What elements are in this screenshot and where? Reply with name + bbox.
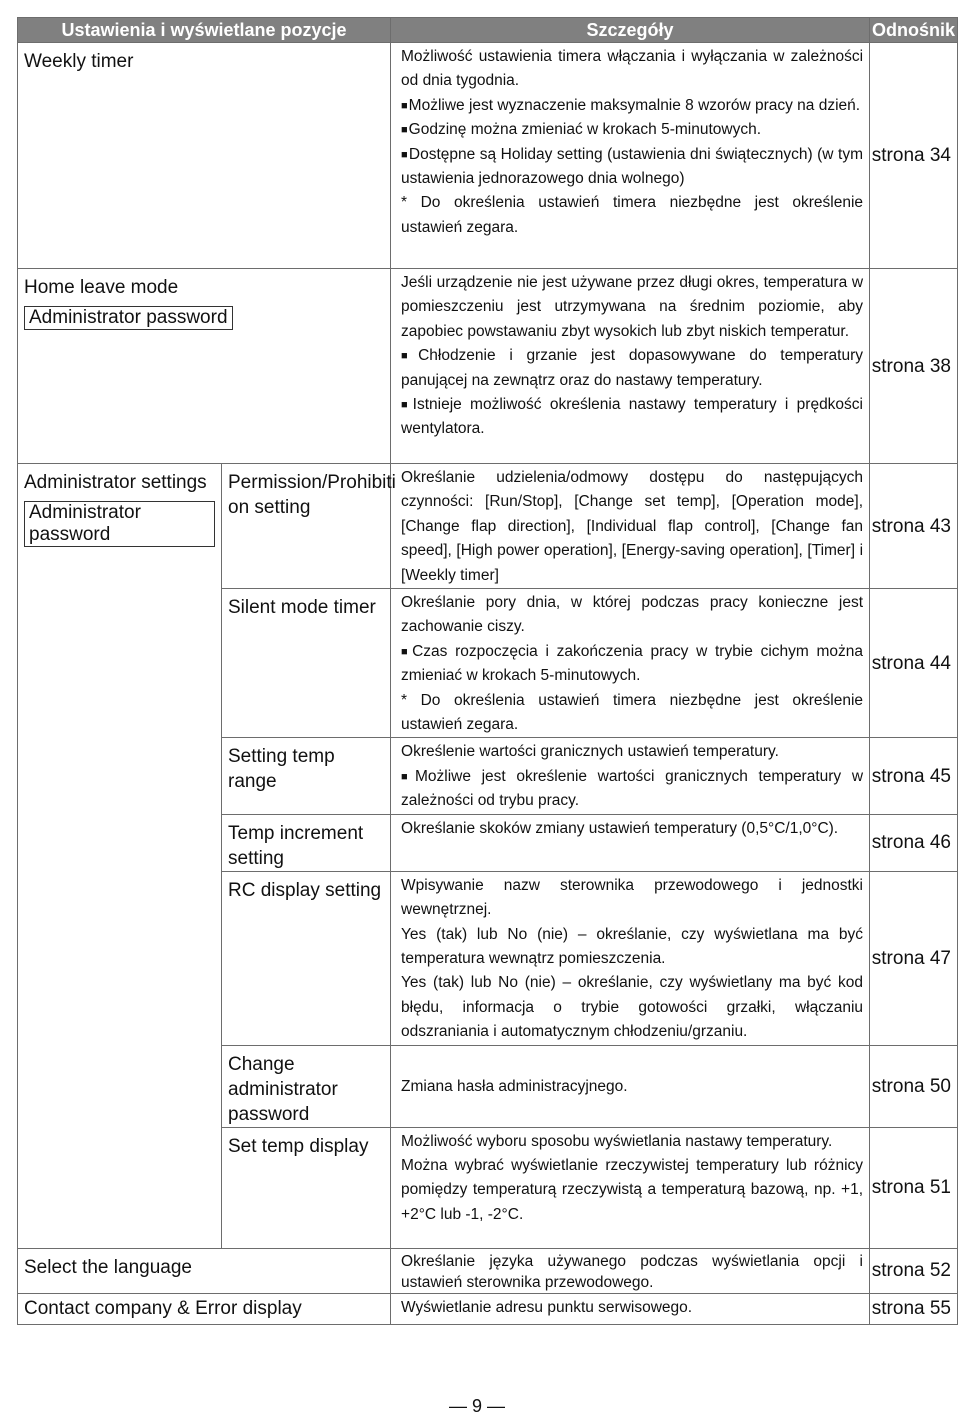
settings-table bbox=[17, 17, 958, 1325]
table-row bbox=[18, 269, 958, 464]
sub-setting-name: Permission/Prohibiti on setting bbox=[222, 464, 391, 589]
table-row bbox=[18, 464, 958, 589]
sub-setting-name: Change administrator password bbox=[222, 1045, 391, 1127]
row-title: Select the language bbox=[18, 1248, 391, 1293]
admin-settings-title: Administrator settings Administrator password bbox=[18, 464, 222, 1249]
row-ref: strona 38 bbox=[870, 269, 958, 464]
table-row bbox=[18, 43, 958, 269]
sub-setting-name: RC display setting bbox=[222, 871, 391, 1045]
row-ref: strona 52 bbox=[870, 1248, 958, 1293]
row-ref: strona 55 bbox=[870, 1293, 958, 1324]
row-title: Home leave mode Administrator password bbox=[18, 269, 391, 464]
row-ref: strona 34 bbox=[870, 43, 958, 269]
header-settings: Ustawienia i wyświetlane pozycje bbox=[18, 18, 391, 43]
sub-setting-name: Temp increment setting bbox=[222, 814, 391, 871]
table-row bbox=[18, 1293, 958, 1324]
row-ref: strona 50 bbox=[870, 1045, 958, 1127]
page-number: — 9 — bbox=[449, 1396, 506, 1416]
row-details: Zmiana hasła administracyjnego. bbox=[391, 1045, 870, 1127]
row-ref: strona 51 bbox=[870, 1127, 958, 1248]
row-ref: strona 47 bbox=[870, 871, 958, 1045]
row-ref: strona 44 bbox=[870, 589, 958, 738]
row-details: Określanie skoków zmiany ustawień temperatury (0,5°C/1,0°C). bbox=[391, 814, 870, 871]
header-details: Szczegóły bbox=[391, 18, 870, 43]
row-details: Określanie pory dnia, w której podczas pracy konieczne jest zachowanie ciszy. ■ Czas rozpoczęcia i zakończenia pracy w trybie cichym można zmieniać w krokach 5-minutowych. * Do określenia ustawień timera niezbędne jest określenie ustawień zegara. bbox=[391, 589, 870, 738]
row-ref: strona 43 bbox=[870, 464, 958, 589]
row-title: Weekly timer bbox=[18, 43, 391, 269]
row-details: Jeśli urządzenie nie jest używane przez długi okres, temperatura w pomieszczeniu jest utrzymywana na średnim poziomie, aby zapobiec powstawaniu zbyt wysokich lub zbyt niskich temperatur. ■ Chłodzenie i grzanie jest dopasowywane do temperatury panującej na zewnątrz oraz do nastawy temperatury. ■ Istnieje możliwość określenia nastawy temperatury i prędkości wentylatora. bbox=[391, 269, 870, 464]
header-reference: Odnośnik bbox=[870, 18, 958, 43]
row-ref: strona 46 bbox=[870, 814, 958, 871]
row-details: Określanie udzielenia/odmowy dostępu do następujących czynności: [Run/Stop], [Change set temp], [Operation mode], [Change flap direction], [Individual flap control], [Change fan speed], [High power operation], [Energy-saving operation], [Timer] i [Weekly timer] bbox=[391, 464, 870, 589]
row-details: Wyświetlanie adresu punktu serwisowego. bbox=[391, 1293, 870, 1324]
sub-setting-name: Setting temp range bbox=[222, 738, 391, 814]
row-title: Contact company & Error display bbox=[18, 1293, 391, 1324]
row-ref: strona 45 bbox=[870, 738, 958, 814]
row-details: Określenie wartości granicznych ustawień temperatury. ■ Możliwe jest określenie wartości granicznych temperatury w zależności od trybu pracy. bbox=[391, 738, 870, 814]
admin-password-badge: Administrator password bbox=[24, 501, 215, 547]
table-header-row bbox=[18, 18, 958, 43]
table-row bbox=[18, 1248, 958, 1293]
sub-setting-name: Silent mode timer bbox=[222, 589, 391, 738]
row-details: Możliwość ustawienia timera włączania i wyłączania w zależności od dnia tygodnia. ■ Możliwe jest wyznaczenie maksymalnie 8 wzorów pracy na dzień. ■ Godzinę można zmieniać w krokach 5-minutowych. ■ Dostępne są Holiday setting (ustawienia dni świątecznych) (w tym ustawienia jednorazowego dnia wolnego) * Do określenia ustawień timera niezbędne jest określenie ustawień zegara. bbox=[391, 43, 870, 269]
admin-password-badge: Administrator password bbox=[24, 306, 233, 330]
sub-setting-name: Set temp display bbox=[222, 1127, 391, 1248]
row-details: Wpisywanie nazw sterownika przewodowego i jednostki wewnętrznej. Yes (tak) lub No (nie) – określanie, czy wyświetlana ma być temperatura wewnątrz pomieszczenia. Yes (tak) lub No (nie) – określanie, czy wyświetlany ma być kod błędu, informacja o trybie gotowości grzałki, włączaniu odszraniania i automatycznym chłodzeniu/grzaniu. bbox=[391, 871, 870, 1045]
row-details: Możliwość wyboru sposobu wyświetlania nastawy temperatury. Można wybrać wyświetlanie rzeczywistej temperatury lub różnicy pomiędzy temperaturą rzeczywistą a temperaturą bazową, np. +1, +2°C lub -1, -2°C. bbox=[391, 1127, 870, 1248]
row-details: Określanie języka używanego podczas wyświetlania opcji i ustawień sterownika przewodowego. bbox=[391, 1248, 870, 1293]
